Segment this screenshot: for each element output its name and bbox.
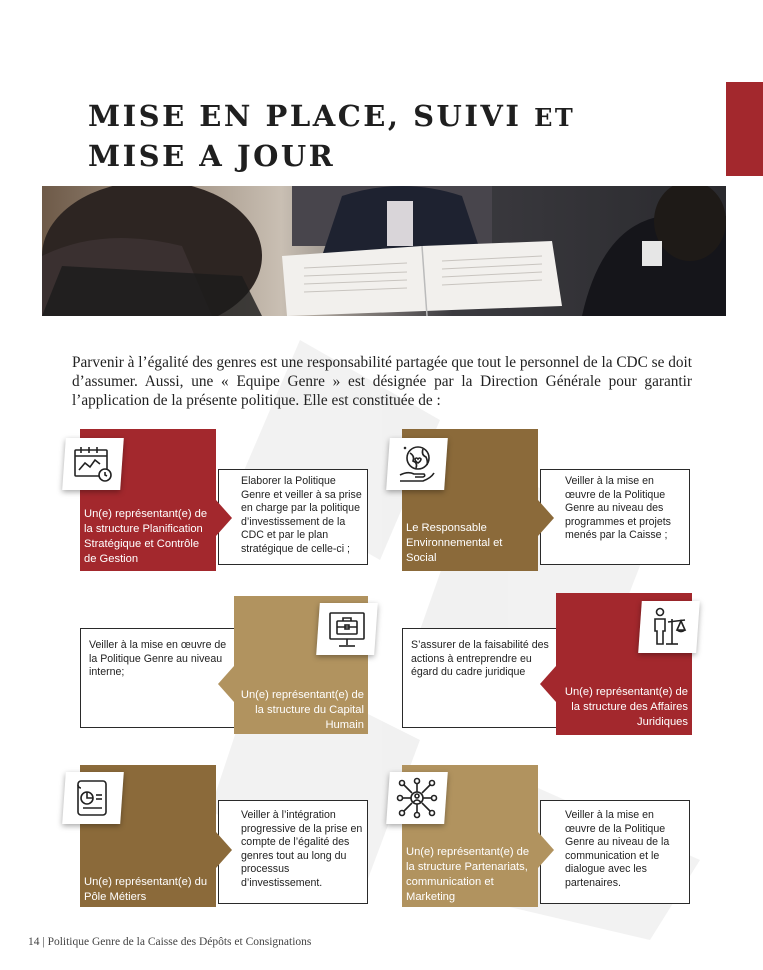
globe-hand-icon	[396, 443, 438, 485]
role-icon-card	[386, 438, 448, 490]
role-description: S’assurer de la faisabilité des actions à entreprendre eu égard du cadre juridique	[411, 639, 549, 679]
role-description: Elaborer la Politique Genre et veiller à sa prise en charge par la politique d’investissement de la CDC et par le plan stratégique de celle-ci ;	[241, 475, 362, 555]
pointer-arrow	[540, 666, 556, 702]
section-tab-marker	[726, 82, 763, 176]
footer-text: Politique Genre de la Caisse des Dépôts et Consignations	[47, 936, 312, 948]
title-line1-small: ET	[534, 103, 576, 132]
document-chart-icon	[72, 777, 114, 819]
role-icon-card	[62, 438, 124, 490]
role-icon-card	[638, 601, 700, 653]
intro-paragraph: Parvenir à l’égalité des genres est une responsabilité partagée que tout le personnel de la CDC se doit d’assumer. Aussi, une « Equipe Genre » est désignée par la Direction Générale pour garantir l’application de la présente politique. Elle est constituée de :	[72, 354, 692, 409]
page-number: 14	[28, 936, 40, 948]
role-icon-card	[62, 772, 124, 824]
role-description: Veiller à l’intégration progressive de la prise en compte de l’égalité des genres tout au long du processus d’investissement.	[241, 809, 363, 889]
role-title: Le Responsable Environnemental et Social	[406, 522, 503, 564]
role-description-box	[80, 628, 235, 728]
role-title: Un(e) représentant(e) de la structure des Affaires Juridiques	[564, 686, 688, 728]
role-title: Un(e) représentant(e) du Pôle Métiers	[84, 876, 208, 903]
role-title: Un(e) représentant(e) de la structure Partenariats, communication et Marketing	[406, 846, 530, 903]
page-title	[88, 97, 575, 175]
footer-separator: |	[42, 936, 45, 948]
justice-scale-icon	[648, 606, 690, 648]
calendar-chart-icon	[72, 443, 114, 485]
role-title: Un(e) représentant(e) de la structure Planification Stratégique et Contrôle de Gestion	[84, 508, 208, 565]
pointer-arrow	[538, 500, 554, 536]
meeting-photo	[42, 186, 726, 316]
title-line1: MISE EN PLACE, SUIVI	[88, 99, 522, 133]
role-description: Veiller à la mise en œuvre de la Politique Genre au niveau des programmes et projets menés par la Caisse ;	[565, 475, 671, 542]
network-user-icon	[396, 777, 438, 819]
page-footer	[28, 936, 311, 948]
role-description: Veiller à la mise en œuvre de la Politique Genre au niveau de la communication et le dialogue avec les partenaires.	[565, 809, 670, 889]
briefcase-monitor-icon	[326, 608, 368, 650]
title-line2: MISE A JOUR	[88, 139, 336, 173]
pointer-arrow	[538, 832, 554, 868]
role-description-box	[540, 800, 690, 904]
role-description-box	[218, 800, 368, 904]
pointer-arrow	[216, 832, 232, 868]
role-description-box	[402, 628, 558, 728]
role-icon-card	[316, 603, 378, 655]
role-description-box	[540, 469, 690, 565]
role-description: Veiller à la mise en œuvre de la Politique Genre au niveau interne;	[89, 639, 227, 679]
role-icon-card	[386, 772, 448, 824]
pointer-arrow	[218, 666, 234, 702]
role-description-box	[218, 469, 368, 565]
pointer-arrow	[216, 500, 232, 536]
role-title: Un(e) représentant(e) de la structure du Capital Humain	[240, 689, 364, 731]
